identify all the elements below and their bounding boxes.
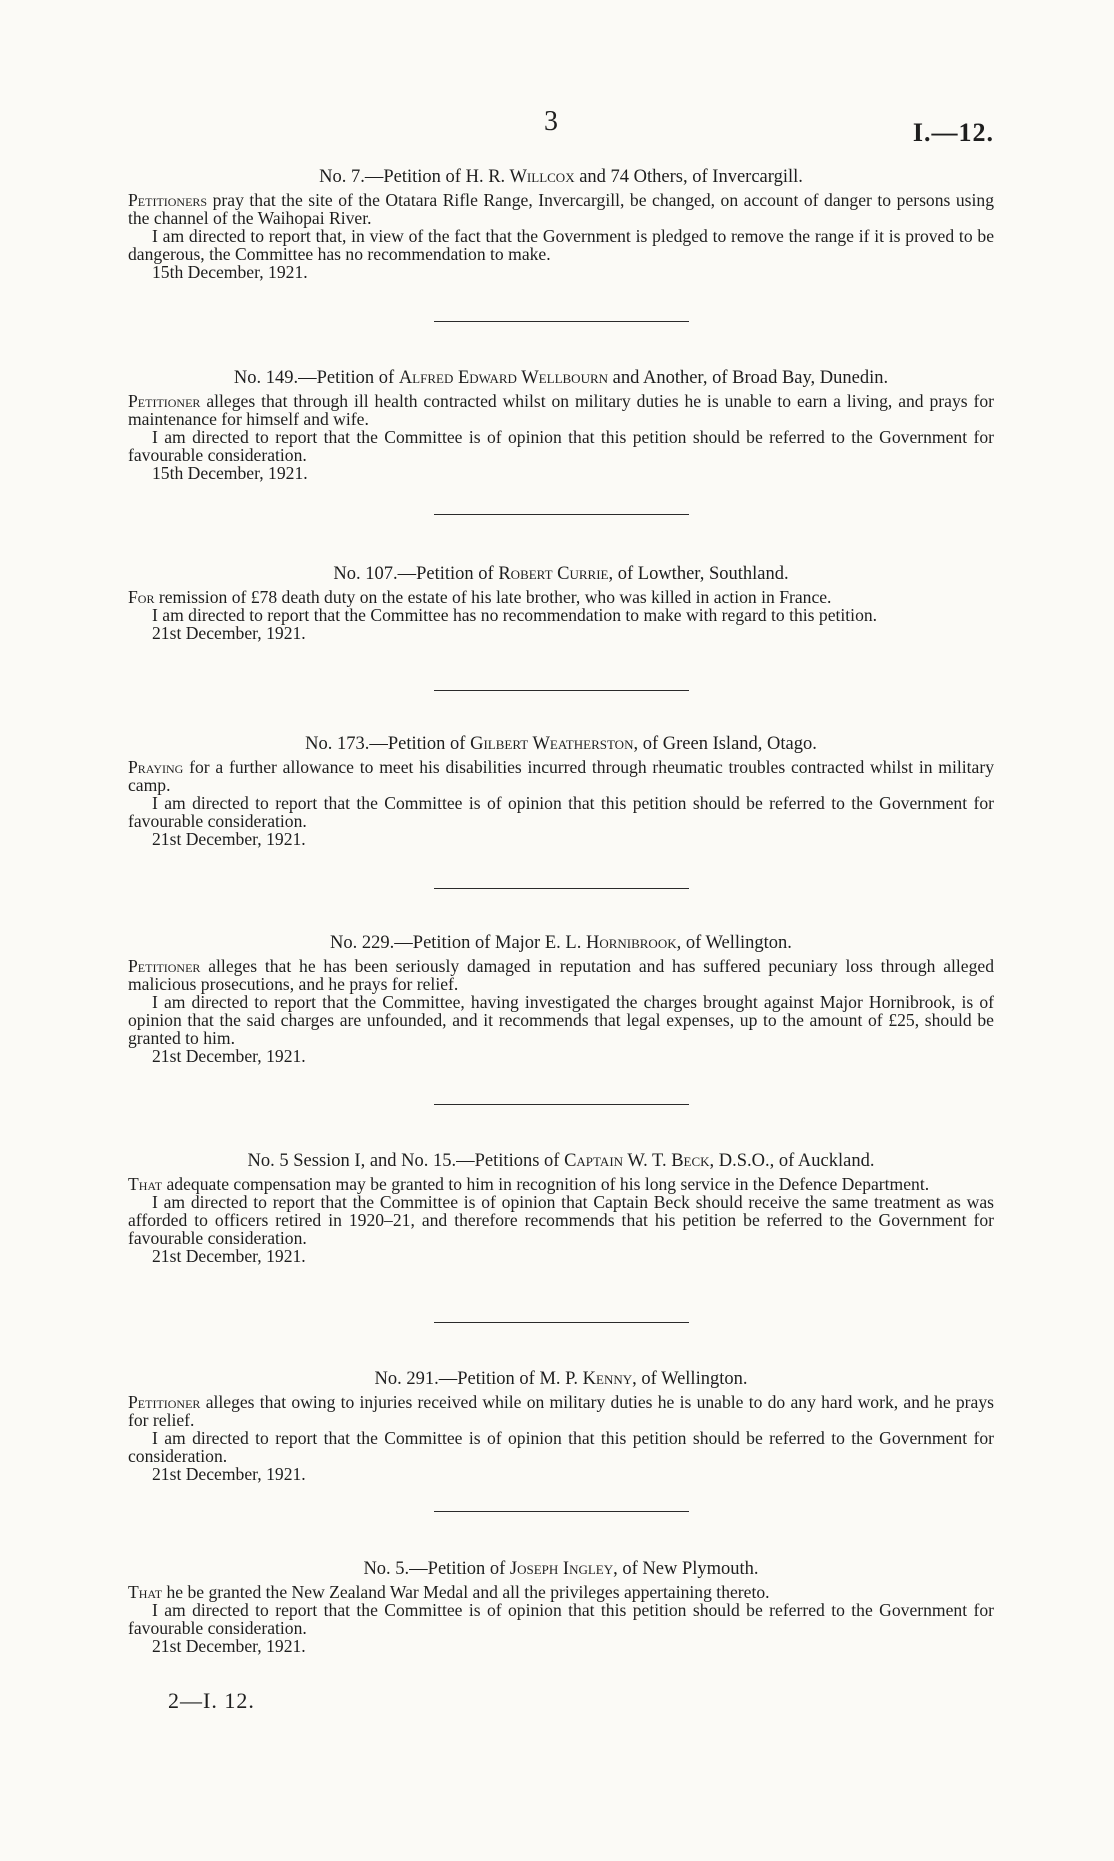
petition-origin: of Wellington. — [641, 1369, 748, 1389]
prayer-text: adequate compensation may be granted to him in recognition of his long service in the Defence Department. — [166, 1174, 930, 1194]
prayer-text: alleges that through ill health contracted whilst on military duties he is unable to earn a living, and prays for maintenance for himself and wife. — [128, 391, 995, 429]
report-date: 21st December, 1921. — [152, 829, 306, 849]
petition-number: No. 5 Session I, and No. 15.—Petitions of — [247, 1151, 560, 1171]
section-divider — [128, 1322, 994, 1323]
prayer-lead-word: For — [128, 587, 155, 607]
petition-title — [128, 735, 994, 753]
petition-prayer — [128, 191, 994, 227]
petition-prayer — [128, 1583, 994, 1601]
section-divider — [128, 321, 994, 322]
petition-entry — [128, 1370, 994, 1483]
prayer-text: alleges that he has been seriously damaged in reputation and has suffered pecuniary loss through alleged malicious prosecutions, and he prays for relief. — [128, 956, 994, 994]
petition-prayer — [128, 957, 994, 993]
report-date: 15th December, 1921. — [152, 262, 308, 282]
committee-report: I am directed to report that, in view of the fact that the Government is pledged to remove the range if it is proved to be dangerous, the Committee has no recommendation to make. — [128, 226, 994, 264]
petition-entry — [128, 1152, 994, 1265]
committee-report: I am directed to report that the Committee has no recommendation to make with regard to this petition. — [152, 605, 878, 625]
petitioner-name: Joseph Ingley, — [509, 1559, 618, 1579]
section-divider — [128, 690, 994, 691]
prayer-lead-word: That — [128, 1582, 163, 1602]
section-divider — [128, 1104, 994, 1105]
petition-number: No. 5.—Petition of — [363, 1559, 506, 1579]
report-date: 15th December, 1921. — [152, 463, 308, 483]
petitioner-name: Robert Currie, — [498, 564, 614, 584]
prayer-text: remission of £78 death duty on the estate of his late brother, who was killed in action in France. — [158, 587, 832, 607]
section-divider — [128, 514, 994, 515]
petition-entry — [128, 934, 994, 1065]
petition-prayer — [128, 758, 994, 794]
petition-number: No. 7.—Petition of — [319, 167, 461, 187]
petition-title — [128, 1370, 994, 1388]
committee-report: I am directed to report that the Committee is of opinion that this petition should be referred to the Government for consideration. — [128, 1428, 994, 1466]
petition-title — [128, 1560, 994, 1578]
prayer-text: for a further allowance to meet his disabilities incurred through rheumatic troubles contracted whilst in military camp. — [128, 757, 994, 795]
signature-mark: 2—I. 12. — [168, 1688, 255, 1713]
committee-report: I am directed to report that the Committee is of opinion that this petition should be referred to the Government for favourable consideration. — [128, 793, 994, 831]
committee-report: I am directed to report that the Committee is of opinion that Captain Beck should receive the same treatment as was afforded to officers retired in 1920–21, and therefore recommends that his petition be referred to the Government for favourable consideration. — [128, 1192, 994, 1248]
petition-title — [128, 369, 994, 387]
petition-number: No. 229.—Petition of Major E. L. — [330, 933, 582, 953]
prayer-lead-word: Praying — [128, 757, 184, 777]
petition-origin: and 74 Others, of Invercargill. — [579, 167, 803, 187]
petition-origin: D.S.O., of Auckland. — [718, 1151, 875, 1171]
section-divider — [128, 888, 994, 889]
committee-report: I am directed to report that the Committee is of opinion that this petition should be referred to the Government for favourable consideration. — [128, 427, 994, 465]
petition-prayer — [128, 1393, 994, 1429]
petition-number: No. 291.—Petition of M. P. — [374, 1369, 579, 1389]
petition-entry — [128, 369, 994, 482]
report-date: 21st December, 1921. — [152, 1246, 306, 1266]
prayer-text: he be granted the New Zealand War Medal and all the privileges appertaining thereto. — [166, 1582, 770, 1602]
prayer-lead-word: That — [128, 1174, 163, 1194]
report-date: 21st December, 1921. — [152, 1046, 306, 1066]
prayer-lead-word: Petitioner — [128, 1392, 201, 1412]
report-date: 21st December, 1921. — [152, 1636, 306, 1656]
petition-entry — [128, 168, 994, 281]
petition-title — [128, 168, 994, 186]
petition-origin: of Green Island, Otago. — [642, 734, 817, 754]
petition-entry — [128, 1560, 994, 1655]
petitioner-name: Kenny, — [582, 1369, 637, 1389]
petitioner-name: Alfred Edward Wellbourn — [398, 368, 609, 388]
petitioner-name: Hornibrook, — [585, 933, 682, 953]
section-divider — [128, 1511, 994, 1512]
prayer-text: alleges that owing to injuries received while on military duties he is unable to do any hard work, and he prays for relief. — [128, 1392, 994, 1430]
petition-origin: and Another, of Broad Bay, Dunedin. — [612, 368, 889, 388]
petition-title — [128, 1152, 994, 1170]
prayer-text: pray that the site of the Otatara Rifle Range, Invercargill, be changed, on account of danger to persons using the channel of the Waihopai River. — [128, 190, 994, 228]
committee-report: I am directed to report that the Committee is of opinion that this petition should be referred to the Government for favourable consideration. — [128, 1600, 994, 1638]
petitioner-name: Gilbert Weatherston, — [470, 734, 639, 754]
petition-number: No. 149.—Petition of — [233, 368, 395, 388]
report-date: 21st December, 1921. — [152, 623, 306, 643]
petition-origin: of New Plymouth. — [622, 1559, 759, 1579]
page-number: 3 — [544, 106, 558, 137]
petition-entry — [128, 565, 994, 642]
prayer-lead-word: Petitioner — [128, 391, 201, 411]
report-date: 21st December, 1921. — [152, 1464, 306, 1484]
petitioner-name: H. R. Willcox — [465, 167, 575, 187]
petition-origin: of Wellington. — [685, 933, 792, 953]
petition-entry — [128, 735, 994, 848]
petition-title — [128, 934, 994, 952]
committee-report: I am directed to report that the Committee, having investigated the charges brought against Major Hornibrook, is of opinion that the said charges are unfounded, and it recommends that legal expenses, up to the amount of £25, should be granted to him. — [128, 992, 994, 1048]
petition-title — [128, 565, 994, 583]
petition-prayer — [128, 1175, 994, 1193]
prayer-lead-word: Petitioner — [128, 956, 201, 976]
petition-origin: of Lowther, Southland. — [617, 564, 789, 584]
petition-number: No. 173.—Petition of — [305, 734, 466, 754]
petition-prayer — [128, 588, 994, 606]
prayer-lead-word: Petitioners — [128, 190, 208, 210]
petitioner-name: Captain W. T. Beck, — [564, 1151, 715, 1171]
document-reference: I.—12. — [912, 118, 994, 147]
petition-number: No. 107.—Petition of — [333, 564, 494, 584]
petition-prayer — [128, 392, 994, 428]
